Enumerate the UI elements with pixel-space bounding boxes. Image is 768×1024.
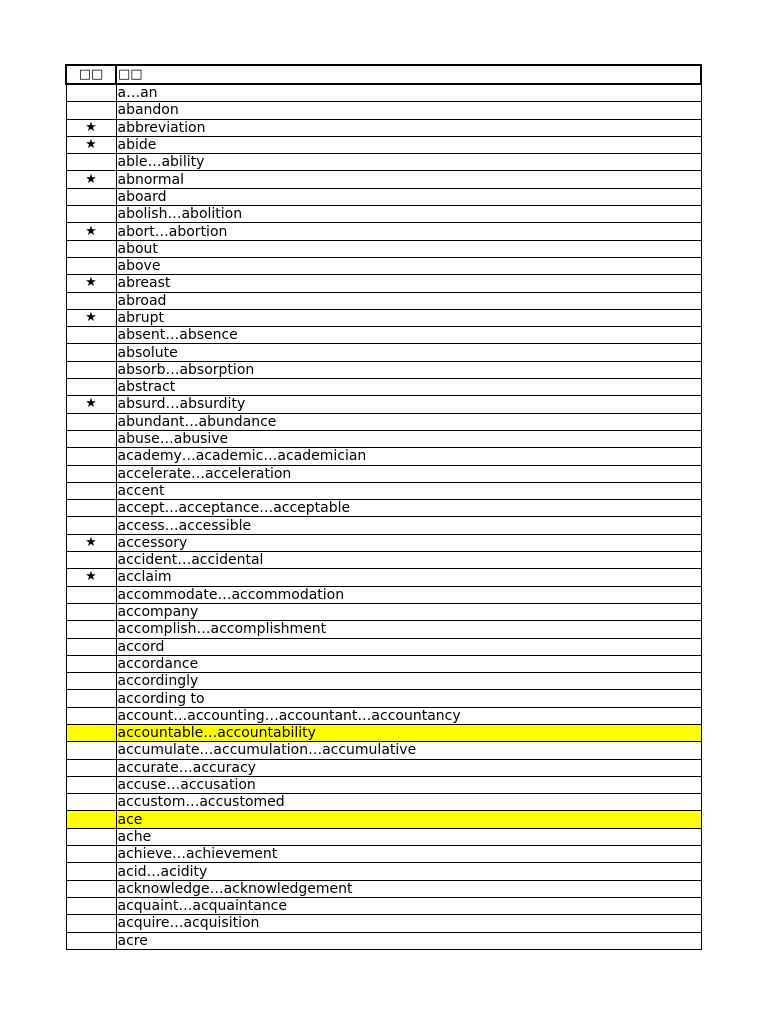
table-row: [66, 569, 701, 586]
table-row: [66, 776, 701, 793]
word-cell[interactable]: abide: [116, 136, 701, 153]
word-cell[interactable]: accustom…accustomed: [116, 794, 701, 811]
mark-cell[interactable]: [66, 292, 116, 309]
table-row: [66, 136, 701, 153]
word-cell[interactable]: acknowledge…acknowledgement: [116, 880, 701, 897]
table-row: [66, 154, 701, 171]
word-cell[interactable]: able…ability: [116, 154, 701, 171]
table-row: [66, 742, 701, 759]
word-cell[interactable]: aboard: [116, 188, 701, 205]
mark-cell[interactable]: [66, 915, 116, 932]
table-row: [66, 724, 701, 741]
word-cell[interactable]: abrupt: [116, 309, 701, 326]
table-row: [66, 707, 701, 724]
word-cell[interactable]: acquire…acquisition: [116, 915, 701, 932]
mark-cell[interactable]: [66, 811, 116, 828]
word-cell[interactable]: about: [116, 240, 701, 257]
mark-cell[interactable]: [66, 552, 116, 569]
mark-cell[interactable]: [66, 655, 116, 672]
table-row: [66, 482, 701, 499]
table-row: [66, 257, 701, 274]
table-row: [66, 171, 701, 188]
mark-cell[interactable]: [66, 621, 116, 638]
table-row: [66, 846, 701, 863]
table-row: [66, 206, 701, 223]
table-row: [66, 690, 701, 707]
word-cell[interactable]: a…an: [116, 84, 701, 102]
word-cell[interactable]: acid…acidity: [116, 863, 701, 880]
table-row: [66, 223, 701, 240]
word-cell[interactable]: acclaim: [116, 569, 701, 586]
table-row: [66, 84, 701, 102]
star-mark-cell[interactable]: ★: [66, 275, 116, 292]
table-row: [66, 188, 701, 205]
table-row: [66, 413, 701, 430]
table-row: [66, 396, 701, 413]
mark-cell[interactable]: [66, 673, 116, 690]
mark-cell[interactable]: [66, 759, 116, 776]
word-cell[interactable]: accordance: [116, 655, 701, 672]
table-row: [66, 880, 701, 897]
table-row: [66, 430, 701, 447]
table-row: [66, 915, 701, 932]
table-row: [66, 673, 701, 690]
word-cell[interactable]: abroad: [116, 292, 701, 309]
mark-cell[interactable]: [66, 413, 116, 430]
table-row: [66, 897, 701, 914]
mark-cell[interactable]: [66, 154, 116, 171]
mark-cell[interactable]: [66, 327, 116, 344]
header-cell-mark[interactable]: □□: [66, 65, 116, 84]
header-cell-word[interactable]: □□: [116, 65, 701, 84]
mark-cell[interactable]: [66, 932, 116, 949]
word-cell[interactable]: achieve…achievement: [116, 846, 701, 863]
mark-cell[interactable]: [66, 863, 116, 880]
table-row: [66, 240, 701, 257]
mark-cell[interactable]: [66, 482, 116, 499]
table-row: [66, 603, 701, 620]
table-row: [66, 621, 701, 638]
mark-cell[interactable]: [66, 776, 116, 793]
mark-cell[interactable]: [66, 430, 116, 447]
table-row: [66, 448, 701, 465]
table-row: [66, 759, 701, 776]
mark-cell[interactable]: [66, 379, 116, 396]
mark-cell[interactable]: [66, 344, 116, 361]
word-cell[interactable]: abnormal: [116, 171, 701, 188]
word-cell[interactable]: acquaint…acquaintance: [116, 897, 701, 914]
word-cell[interactable]: acre: [116, 932, 701, 949]
star-mark-cell[interactable]: ★: [66, 534, 116, 551]
word-cell[interactable]: account…accounting…accountant…accountancy: [116, 707, 701, 724]
star-mark-cell[interactable]: ★: [66, 309, 116, 326]
word-cell[interactable]: ace: [116, 811, 701, 828]
word-cell[interactable]: access…accessible: [116, 517, 701, 534]
word-cell[interactable]: according to: [116, 690, 701, 707]
header-row: [66, 65, 701, 84]
table-row: [66, 534, 701, 551]
word-cell[interactable]: accelerate…acceleration: [116, 465, 701, 482]
table-row: [66, 379, 701, 396]
word-cell[interactable]: accommodate…accommodation: [116, 586, 701, 603]
word-cell[interactable]: above: [116, 257, 701, 274]
word-cell[interactable]: ache: [116, 828, 701, 845]
mark-cell[interactable]: [66, 742, 116, 759]
mark-cell[interactable]: [66, 846, 116, 863]
table-row: [66, 327, 701, 344]
word-cell[interactable]: abstract: [116, 379, 701, 396]
word-cell[interactable]: accuse…accusation: [116, 776, 701, 793]
table-row: [66, 465, 701, 482]
star-mark-cell[interactable]: ★: [66, 396, 116, 413]
word-cell[interactable]: absorb…absorption: [116, 361, 701, 378]
word-cell[interactable]: absent…absence: [116, 327, 701, 344]
table-row: [66, 275, 701, 292]
mark-cell[interactable]: [66, 361, 116, 378]
mark-cell[interactable]: [66, 690, 116, 707]
mark-cell[interactable]: [66, 638, 116, 655]
word-cell[interactable]: accompany: [116, 603, 701, 620]
star-mark-cell[interactable]: ★: [66, 136, 116, 153]
word-cell[interactable]: abort…abortion: [116, 223, 701, 240]
word-cell[interactable]: abundant…abundance: [116, 413, 701, 430]
word-cell[interactable]: accomplish…accomplishment: [116, 621, 701, 638]
word-cell[interactable]: accurate…accuracy: [116, 759, 701, 776]
table-row: [66, 811, 701, 828]
word-cell[interactable]: abbreviation: [116, 119, 701, 136]
word-cell[interactable]: absurd…absurdity: [116, 396, 701, 413]
word-cell[interactable]: accent: [116, 482, 701, 499]
table-row: [66, 500, 701, 517]
mark-cell[interactable]: [66, 724, 116, 741]
word-cell[interactable]: abolish…abolition: [116, 206, 701, 223]
word-cell[interactable]: abreast: [116, 275, 701, 292]
star-mark-cell[interactable]: ★: [66, 119, 116, 136]
word-cell[interactable]: accountable…accountability: [116, 724, 701, 741]
table-row: [66, 517, 701, 534]
word-cell[interactable]: accept…acceptance…acceptable: [116, 500, 701, 517]
table-row: [66, 794, 701, 811]
mark-cell[interactable]: [66, 586, 116, 603]
table-row: [66, 932, 701, 949]
word-cell[interactable]: academy…academic…academician: [116, 448, 701, 465]
mark-cell[interactable]: [66, 517, 116, 534]
word-cell[interactable]: accident…accidental: [116, 552, 701, 569]
table-row: [66, 309, 701, 326]
word-cell[interactable]: accumulate…accumulation…accumulative: [116, 742, 701, 759]
mark-cell[interactable]: [66, 500, 116, 517]
mark-cell[interactable]: [66, 897, 116, 914]
table-row: [66, 361, 701, 378]
table-row: [66, 586, 701, 603]
word-cell[interactable]: accord: [116, 638, 701, 655]
mark-cell[interactable]: [66, 188, 116, 205]
star-mark-cell[interactable]: ★: [66, 569, 116, 586]
mark-cell[interactable]: [66, 794, 116, 811]
mark-cell[interactable]: [66, 84, 116, 102]
mark-cell[interactable]: [66, 828, 116, 845]
mark-cell[interactable]: [66, 206, 116, 223]
table-row: [66, 655, 701, 672]
table-row: [66, 102, 701, 119]
table-row: [66, 863, 701, 880]
mark-cell[interactable]: [66, 603, 116, 620]
table-row: [66, 119, 701, 136]
table-row: [66, 828, 701, 845]
word-cell[interactable]: abandon: [116, 102, 701, 119]
mark-cell[interactable]: [66, 240, 116, 257]
table-row: [66, 292, 701, 309]
word-cell[interactable]: accessory: [116, 534, 701, 551]
mark-cell[interactable]: [66, 707, 116, 724]
mark-cell[interactable]: [66, 448, 116, 465]
star-mark-cell[interactable]: ★: [66, 223, 116, 240]
table-row: [66, 552, 701, 569]
table-row: [66, 344, 701, 361]
mark-cell[interactable]: [66, 465, 116, 482]
table-row: [66, 638, 701, 655]
mark-cell[interactable]: [66, 880, 116, 897]
word-cell[interactable]: abuse…abusive: [116, 430, 701, 447]
word-cell[interactable]: accordingly: [116, 673, 701, 690]
spreadsheet: [65, 64, 700, 950]
vocabulary-table: [65, 64, 702, 950]
mark-cell[interactable]: [66, 257, 116, 274]
word-cell[interactable]: absolute: [116, 344, 701, 361]
star-mark-cell[interactable]: ★: [66, 171, 116, 188]
mark-cell[interactable]: [66, 102, 116, 119]
